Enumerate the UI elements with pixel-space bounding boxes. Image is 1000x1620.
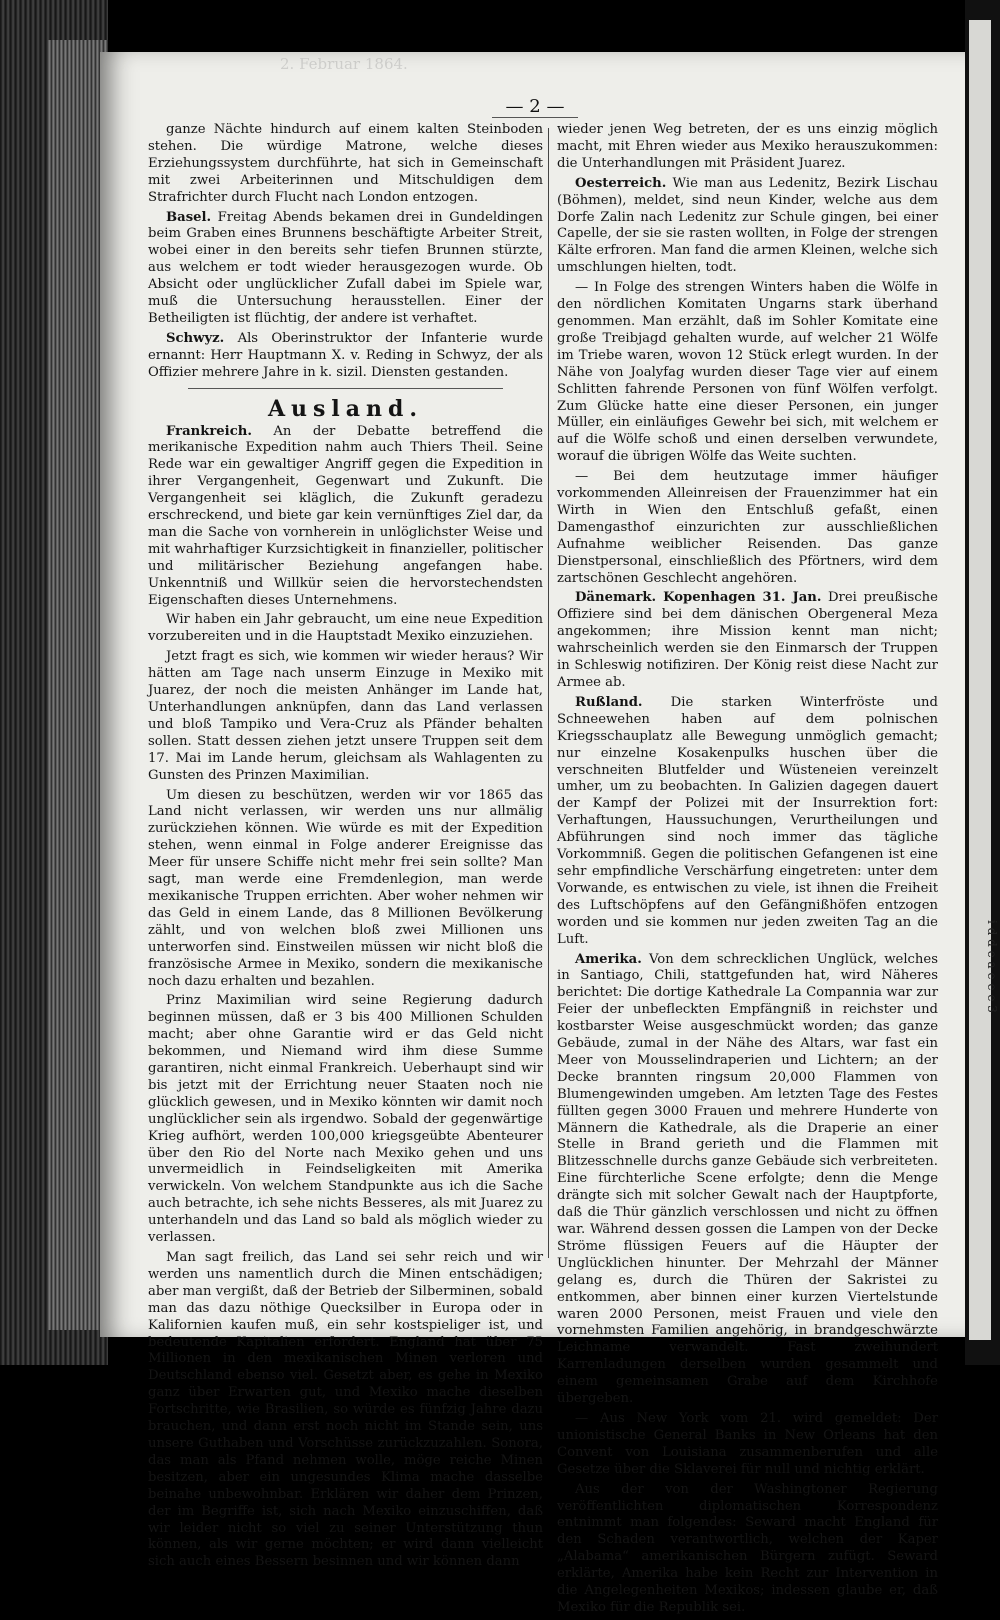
- article-paragraph: [148, 210, 543, 328]
- right-column: [557, 122, 938, 1620]
- article-paragraph: [148, 612, 543, 646]
- article-text: Freitag Abends bekamen drei in Gundeldingen beim Graben eines Brunnens beschäftigte Arbeiter Streit, wobei einer in den bereits sehr tiefen Brunnen stürzte, aus welchem er todt wieder herausgezogen wurde. Ob Absicht oder unglücklicher Zufall dabei im Spiele war, muß die Untersuchung herausstellen. Einer der Betheiligten ist flüchtig, der andere ist verhaftet.: [148, 209, 543, 326]
- article-text: Die starken Winterfröste und Schneewehen haben auf dem polnischen Kriegsschauplatz alle Bewegung unmöglich gemacht; nur einzelne Kosakenpulks huschen über die verschneiten Blutfelder und Wüsteneien vereinzelt umher, um zu beobachten. In Galizien dagegen dauert der Kampf der Polizei mit der Insurrektion fort: Verhaftungen, Haussuchungen, Verurtheilungen und Abführungen sind noch immer das tägliche Vorkommniß. Gegen die politischen Gefangenen ist eine sehr empfindliche Verschärfung eingetreten: unter dem Vorwande, es entwischen zu viele, ist ihnen die Freiheit des Luftschöpfens auf den Gefängnißhöfen entzogen worden und sie kommen nur jeden zweiten Tag an die Luft.: [557, 694, 938, 947]
- article-dateline: Rußland.: [575, 694, 643, 710]
- article-paragraph: [557, 176, 938, 277]
- article-dateline: Dänemark. Kopenhagen 31. Jan.: [575, 590, 822, 606]
- article-paragraph: [148, 1250, 543, 1571]
- article-text: An der Debatte betreffend die merikanische Expedition nahm auch Thiers Theil. Seine Rede war ein gewaltiger Angriff gegen die Expedition in ihrer Vergangenheit, Gegenwart und Zukunft. Die Vergangenheit sei kläglich, die Zukunft geradezu erschreckend, und biete gar kein vernünftiges Ziel dar, da man die Sache von vornherein in unlöglichster Weise und mit wahrhaftiger Kurzsichtigkeit in finanzieller, politischer und militärischer Beziehung angefangen habe. Unkenntniß und Willkür seien die hervorstechendsten Eigenschaften dieses Unternehmens.: [148, 423, 543, 608]
- article-paragraph: [557, 952, 938, 1408]
- left-paragraphs: [148, 122, 543, 382]
- article-text: — Bei dem heutzutage immer häufiger vorkommenden Alleinreisen der Frauenzimmer hat ein Wirth in Wien den Entschluß gefaßt, einen Damengasthof einzurichten zur ausschließlichen Aufnahme weiblicher Reisenden. Das ganze Dienstpersonal, einschließlich des Pförtners, wird dem zartschönen Geschlecht angehören.: [557, 469, 938, 586]
- section-heading: Ausland.: [267, 395, 424, 422]
- bleed-through-text: 2. Februar 1864.: [280, 55, 408, 73]
- next-page-edge: [965, 0, 1000, 1365]
- article-text: Als Oberinstruktor der Infanterie wurde ernannt: Herr Hauptmann X. v. Reding in Schwyz, der als Offizier mehrere Jahre in k. sizil. Diensten gestanden.: [148, 330, 543, 380]
- article-dateline: Frankreich.: [166, 423, 252, 439]
- article-text: Jetzt fragt es sich, wie kommen wir wieder heraus? Wir hätten am Tage nach unserm Einzuge in Mexiko mit Juarez, der noch die meisten Anhänger im Lande hat, Unterhandlungen anknüpfen, dann das Land verlassen und bloß Tampiko und Vera-Cruz als Pfänder behalten sollen. Statt dessen ziehen jetzt unsere Truppen seit dem 17. Mai im Lande herum, gleichsam als Wahlagenten zu Gunsten des Prinzen Maximilian.: [148, 649, 543, 783]
- article-text: Um diesen zu beschützen, werden wir vor 1865 das Land nicht verlassen, wir werden uns nur allmälig zurückziehen können. Wie würde es mit der Expedition stehen, wenn einmal in Folge anderer Ereignisse das Meer für unsere Schiffe nicht mehr frei sein sollte? Man sagt, man werde eine Fremdenlegion, man werde mexikanische Truppen errichten. Aber woher nehmen wir das Geld in einem Lande, das 8 Millionen Bevölkerung zählt, und von welchen bloß zwei Millionen uns unterworfen sind. Einstweilen müssen wir nicht bloß die französische Armee in Mexiko, sondern die mexikanische noch dazu erhalten und bezahlen.: [148, 787, 543, 989]
- article-paragraph: [148, 122, 543, 207]
- article-paragraph: [557, 1411, 938, 1479]
- article-paragraph: [148, 424, 543, 610]
- article-paragraph: [148, 788, 543, 991]
- article-dateline: Oesterreich.: [575, 175, 667, 191]
- right-paragraphs: [557, 122, 938, 1617]
- article-paragraph: [557, 280, 938, 466]
- book-page-stack: [0, 0, 108, 1365]
- article-text: wieder jenen Weg betreten, der es uns einzig möglich macht, mit Ehren wieder aus Mexiko herauszukommen: die Unterhandlungen mit Präsident Juarez.: [557, 122, 938, 171]
- article-text: Aus der von der Washingtoner Regierung veröffentlichten diplomatischen Korrespondenz entnimmt man folgendes: Seward macht England für den Schaden verantwortlich, welchen der Kaper „Alabama“ amerikanischen Bürgern zufügt. Seward erklärte, Amerika habe kein Recht zur Intervention in die Angelegenheiten Mexikos; indessen glaube er, daß Mexiko für die Republik sei.: [557, 1481, 938, 1615]
- article-dateline: Basel.: [166, 209, 212, 225]
- article-text: Von dem schrecklichen Unglück, welches in Santiago, Chili, stattgefunden hat, wird Näheres berichtet: Die dortige Kathedrale La Compannia war zur Feier der unbefleckten Empfängniß in reichster und kostbarster Weise ausgeschmückt worden; das ganze Gebäude, zumal in der Nähe des Altars, war fast ein Meer von Mousselindraperien und Lichtern; an der Decke brannten ringsum 20,000 Flammen von Blumengewinden umgeben. Am letzten Tage des Festes füllten gegen 3000 Frauen und mehrere Hunderte von Männern die Kathedrale, als die Draperie an einer Stelle in Brand gerieth und die Flammen mit Blitzesschnelle durchs ganze Gebäude sich verbreiteten. Eine fürchterliche Scene erfolgte; denn die Menge drängte sich mit solcher Gewalt nach der Hauptpforte, daß die Thür gänzlich verschlossen und nicht zu öffnen war. Während dessen gossen die Lampen von der Decke Ströme flüssigen Feuers auf die Häupter der Unglücklichen hinunter. Der Mehrzahl der Männer gelang es, durch die Thüren der Sakristei zu entkommen, aber binnen einer kurzen Viertelstunde waren 2000 Personen, meist Frauen und viele den vornehmsten Familien angehörig, in brandgeschwärzte Leichname verwandelt. Fast zweihundert Karrenladungen derselben wurden gesammelt und einem gemeinsamen Grabe auf dem Kirchhofe übergeben.: [557, 951, 938, 1407]
- article-paragraph: [148, 331, 543, 382]
- left-column: [148, 122, 543, 1574]
- article-text: — Aus New York vom 21. wird gemeldet: Der unionistische General Banks in New Orleans hat den Convent von Louisiana zusammenberufen und alle Gesetze über die Sklaverei für null und nichtig erklärt.: [557, 1410, 938, 1477]
- section-paragraphs: [148, 424, 543, 1572]
- article-paragraph: [148, 993, 543, 1247]
- section-rule: [188, 388, 503, 389]
- article-dateline: Schwyz.: [166, 330, 225, 346]
- article-paragraph: [557, 1482, 938, 1617]
- article-text: ganze Nächte hindurch auf einem kalten Steinboden stehen. Die würdige Matrone, welche dieses Erziehungssystem durchführte, hat sich in Gemeinschaft mit zwei Arbeiterinnen und Mitschuldigen dem Strafrichter durch Flucht nach London entzogen.: [148, 122, 543, 205]
- article-paragraph: [557, 122, 938, 173]
- article-paragraph: [557, 469, 938, 587]
- page-number: — 2 —: [492, 96, 579, 118]
- article-text: Wie man aus Ledenitz, Bezirk Lischau (Böhmen), meldet, sind neun Kinder, welche aus dem Dorfe Zalin nach Ledenitz zur Schule gingen, bei einer Capelle, der sie sie rasten wollten, in Folge der strengen Kälte erfroren. Man fand die armen Kleinen, welche sich umschlungen hielten, todt.: [557, 175, 938, 276]
- article-dateline: Amerika.: [575, 951, 642, 967]
- column-divider: [548, 128, 549, 1258]
- article-paragraph: [557, 695, 938, 949]
- page-header: [100, 96, 970, 122]
- article-text: — In Folge des strengen Winters haben die Wölfe in den nördlichen Komitaten Ungarns stark überhand genommen. Man erzählt, daß im Sohler Komitate eine große Treibjagd gehalten wurde, auf welcher 21 Wölfe im Triebe waren, wovon 12 Stück erlegt wurden. In der Nähe von Joalyfag wurden dieser Tage vier auf einem Schlitten fahrende Personen von fünf Wölfen verfolgt. Zum Glücke hatte eine dieser Personen, ein junger Müller, ein einläufiges Gewehr bei sich, mit welchem er auf die Wölfe schoß und einen derselben verwundete, worauf die übrigen Wölfe das Weite suchten.: [557, 280, 938, 465]
- article-paragraph: [557, 590, 938, 691]
- article-text: Man sagt freilich, das Land sei sehr reich und wir werden uns namentlich durch die Minen entschädigen; aber man vergißt, daß der Betrieb der Silberminen, sobald man das dazu nöthige Quecksilber in Europa oder in Kalifornien kaufen muß, ein sehr kostspieliger ist, und bedeutende Kapitalien erfordert. England hat über 75 Millionen in den mexikanischen Minen verloren und Deutschland ebenso viel. Gesetzt aber, es gehe in Mexiko ganz über Erwarten gut, und Mexiko mache dieselben Fortschritte, wie Brasilien, so würde es fünfzig Jahre dazu brauchen, und dann erst noch nicht im Stande sein, uns unsere Guthaben und Vorschüsse zurückzuzahlen. Sonora, das man als Pfand nehmen wolle, möge reiche Minen besitzen, aber ein ungesundes Klima mache dasselbe beinahe unbewohnbar. Erklären wir daher dem Prinzen, der im Begriffe ist, sich nach Mexiko einzuschiffen, daß wir leider nicht so viel zu seiner Unterstützung thun können, als wir gerne möchten; er wird dann vielleicht sich auch eines Bessern besinnen und wir können dann: [148, 1250, 543, 1570]
- article-text: Prinz Maximilian wird seine Regierung dadurch beginnen müssen, daß er 3 bis 400 Millionen Schulden macht; aber ohne Garantie wird er das Geld nicht bekommen, und Niemand wird ihm diese Summe garantiren, nicht einmal Frankreich. Ueberhaupt sind wir bis jetzt mit der Errichtung neuer Staaten noch nie glücklich gewesen, und in Mexiko könnten wir damit noch unglücklicher sein als irgendwo. Sobald der gegenwärtige Krieg aufhört, werden 100,000 kriegsgeübte Abenteurer über den Rio del Norte nach Mexiko gehen und uns unvermeidlich in Feindseligkeiten mit Amerika verwickeln. Von welchem Standpunkte aus ich die Sache auch betrachte, ich sehe nichts Besseres, als mit Juarez zu unterhandeln und das Land so bald als möglich wieder zu verlassen.: [148, 993, 543, 1246]
- next-page-sliver: [969, 20, 991, 1340]
- article-text: Drei preußische Offiziere sind bei dem dänischen Obergeneral Meza angekommen; ihre Mission kennt man nicht; wahrscheinlich werden sie den Einmarsch der Truppen in Schleswig notifiziren. Der König reist diese Nacht zur Armee ab.: [557, 590, 938, 690]
- article-paragraph: [148, 649, 543, 784]
- edge-text: i d d e a e e e 3: [985, 920, 999, 1013]
- article-text: Wir haben ein Jahr gebraucht, um eine neue Expedition vorzubereiten und in die Hauptstadt Mexiko einzuziehen.: [148, 612, 543, 645]
